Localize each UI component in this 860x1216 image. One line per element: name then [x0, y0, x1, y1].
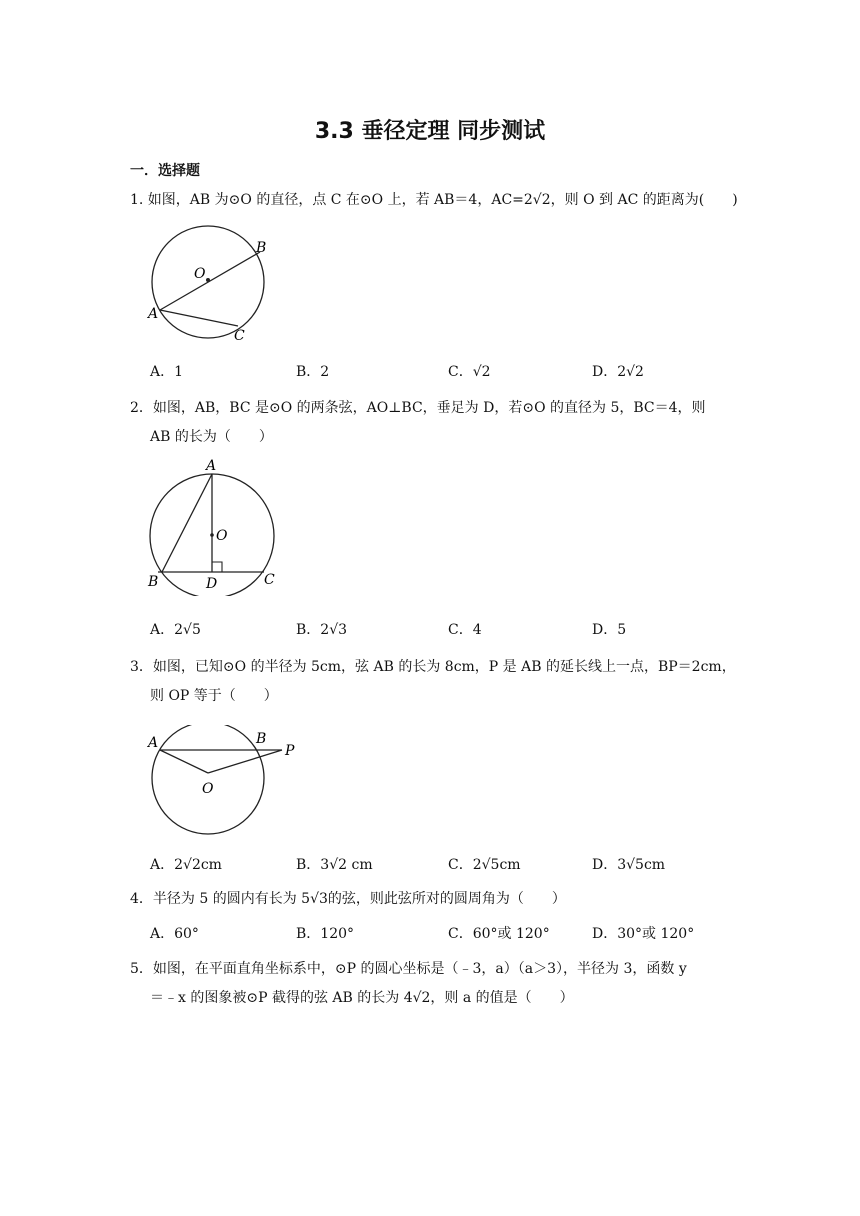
fig2-label-c: C: [264, 572, 275, 588]
question-3-figure: [140, 725, 310, 845]
question-5-text-line2: ＝﹣x 的图象被⊙P 截得的弦 AB 的长为 4√2，则 a 的值是（ ）: [150, 990, 574, 1006]
question-2-figure: [140, 456, 290, 600]
fig1-label-b: B: [256, 240, 267, 256]
question-1-text: 1. 如图，AB 为⊙O 的直径，点 C 在⊙O 上，若 AB＝4，AC=2√2，则 O 到 AC 的距离为( ): [130, 192, 738, 208]
fig1-label-o: O: [194, 266, 206, 282]
fig2-label-b: B: [148, 574, 159, 590]
q3-option-b: B．3√2 cm: [296, 857, 373, 873]
q1-option-c: C．√2: [448, 364, 491, 380]
question-5-text-line1: 5．如图，在平面直角坐标系中，⊙P 的圆心坐标是（﹣3，a）（a＞3），半径为 3，函数 y: [130, 961, 687, 977]
question-2-text-line1: 2．如图，AB，BC 是⊙O 的两条弦，AO⊥BC，垂足为 D，若⊙O 的直径为 5，BC＝4，则: [130, 400, 706, 416]
q2-option-a: A．2√5: [150, 622, 201, 638]
q2-option-d: D．5: [592, 622, 627, 638]
q4-option-c: C．60°或 120°: [448, 926, 550, 942]
fig1-label-a: A: [148, 306, 159, 322]
question-1-figure: [140, 222, 280, 352]
q4-option-d: D．30°或 120°: [592, 926, 695, 942]
q4-option-b: B．120°: [296, 926, 355, 942]
fig3-label-b: B: [256, 731, 267, 747]
q2-option-b: B．2√3: [296, 622, 348, 638]
page-title: 3.3 垂径定理 同步测试: [314, 119, 546, 144]
fig2-label-d: D: [206, 576, 218, 592]
question-4-text: 4．半径为 5 的圆内有长为 5√3的弦，则此弦所对的圆周角为（ ）: [130, 891, 566, 907]
q1-option-a: A．1: [150, 364, 184, 380]
fig3-label-a: A: [148, 735, 159, 751]
q1-option-d: D．2√2: [592, 364, 644, 380]
fig3-label-p: P: [285, 743, 295, 759]
fig3-label-o: O: [202, 781, 214, 797]
fig2-label-a: A: [206, 458, 217, 474]
q1-option-b: B．2: [296, 364, 330, 380]
q2-option-c: C．4: [448, 622, 482, 638]
q4-option-a: A．60°: [150, 926, 199, 942]
fig2-label-o: O: [216, 528, 228, 544]
q3-option-d: D．3√5cm: [592, 857, 666, 873]
q3-option-c: C．2√5cm: [448, 857, 521, 873]
question-3-text-line2: 则 OP 等于（ ）: [150, 688, 278, 704]
q3-option-a: A．2√2cm: [150, 857, 222, 873]
fig1-label-c: C: [234, 328, 245, 344]
question-3-text-line1: 3．如图，已知⊙O 的半径为 5cm，弦 AB 的长为 8cm，P 是 AB 的延长线上一点，BP＝2cm，: [130, 659, 736, 675]
section-heading: 一．选择题: [130, 163, 200, 179]
question-2-text-line2: AB 的长为（ ）: [150, 429, 273, 445]
